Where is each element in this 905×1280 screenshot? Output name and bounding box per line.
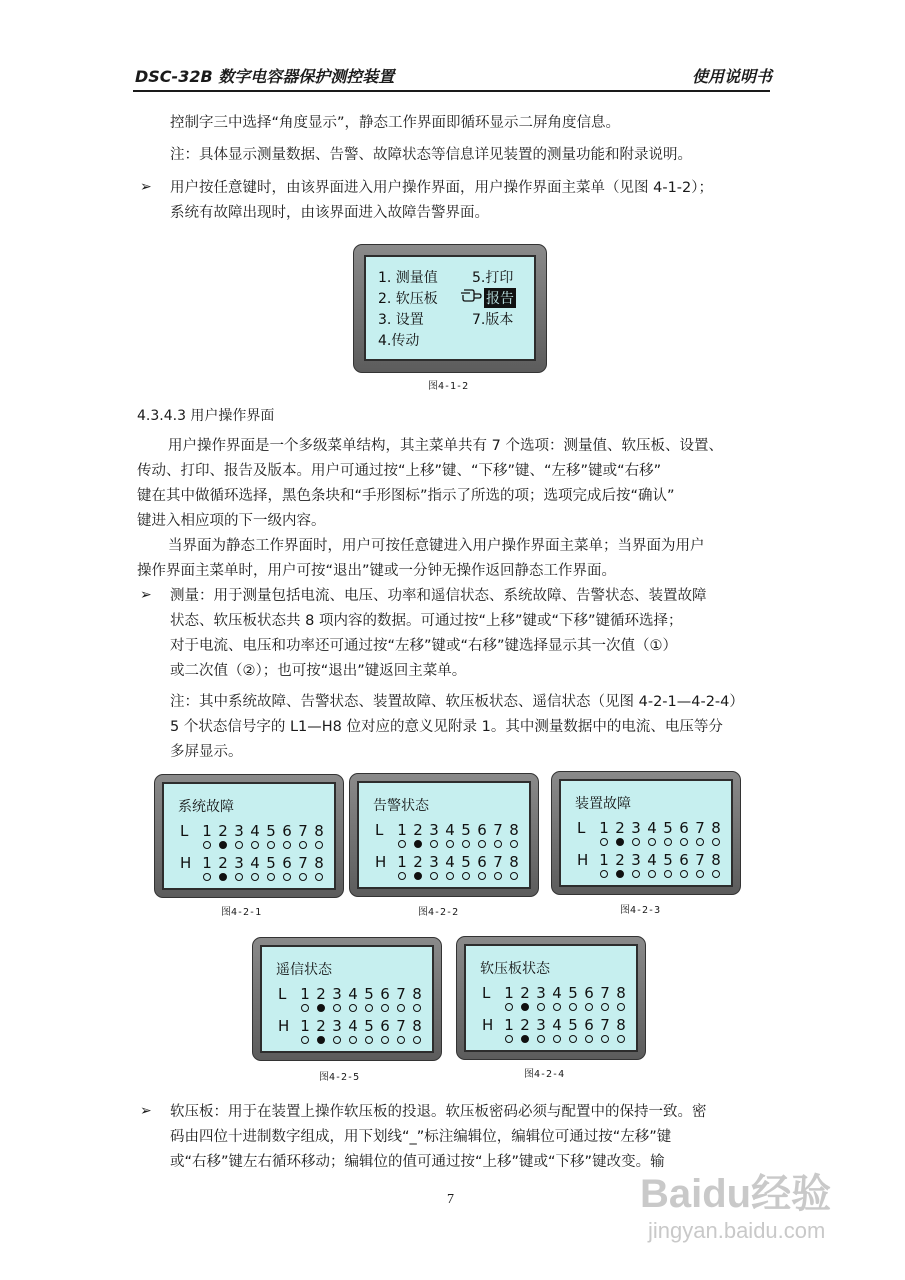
status-bit-number: 5 [266,854,276,872]
status-lcd-title: 告警状态 [373,798,429,814]
note2-line1: 注：其中系统故障、告警状态、装置故障、软压板状态、遥信状态（见图 4-2-1—4-2-4） [170,694,744,710]
status-bit-number: 4 [445,821,455,839]
status-bit-dot-empty [251,841,259,849]
status-bit-dot-empty [585,1003,593,1011]
status-bit-number: 7 [493,821,503,839]
status-bit-dot-empty [462,872,470,880]
status-bit-number: 6 [679,819,689,837]
status-bit-dot-empty [632,870,640,878]
note2-line2: 5 个状态信号字的 L1—H8 位对应的意义见附录 1。其中测量数据中的电流、电压等分 [170,719,723,735]
status-bit-dot-empty [397,1036,405,1044]
status-bit-number: 2 [413,821,423,839]
status-bit-dot-empty [537,1035,545,1043]
status-bit-dot-empty [267,873,275,881]
status-bit-number: 8 [711,819,721,837]
status-lcd-screen [357,781,531,889]
status-bit-number: 2 [615,819,625,837]
status-bit-dot-empty [569,1035,577,1043]
paragraph-angle-display: 控制字三中选择“角度显示”，静态工作界面即循环显示二屏角度信息。 [170,115,621,131]
status-bit-dot-empty [349,1004,357,1012]
status-bit-dot-empty [505,1035,513,1043]
status-bit-number: 6 [679,851,689,869]
baidu-watermark-url: jingyan.baidu.com [648,1218,826,1243]
bullet1-line1: 用户按任意键时，由该界面进入用户操作界面，用户操作界面主菜单（见图 4-1-2）； [170,180,713,196]
figure-caption: 图4-2-4 [524,1069,565,1080]
status-bit-dot-empty [381,1036,389,1044]
status-bit-dot-empty [617,1035,625,1043]
status-bit-number: 4 [647,819,657,837]
status-bit-dot-empty [537,1003,545,1011]
baidu-watermark-logo: Baidu经验 [640,1172,832,1216]
status-bit-number: 1 [397,821,407,839]
status-bit-dot-empty [712,838,720,846]
menu-item-print[interactable]: 5.打印 [472,270,514,286]
status-bit-dot-empty [283,873,291,881]
status-lcd-system-fault [154,774,344,898]
status-lcd-screen [260,945,434,1053]
figure-caption: 图4-2-3 [620,905,661,916]
status-bit-number: 4 [348,1017,358,1035]
status-lcd-soft-plate [456,936,646,1060]
section-para-line2: 传动、打印、报告及版本。用户可通过按“上移”键、“下移”键、“左移”键或“右移” [137,463,662,479]
status-bit-dot-empty [235,841,243,849]
status-bit-dot-filled [521,1003,529,1011]
status-row-label: L [577,819,586,837]
status-bit-number: 7 [396,1017,406,1035]
status-bit-number: 8 [616,984,626,1002]
status-bit-dot-empty [430,840,438,848]
status-bit-number: 3 [234,822,244,840]
bullet2-line1: 测量：用于测量包括电流、电压、功率和遥信状态、系统故障、告警状态、装置故障 [170,588,707,604]
status-bit-number: 7 [600,984,610,1002]
bullet-arrow-icon: ➢ [140,179,152,195]
status-bit-number: 1 [397,853,407,871]
status-lcd-remote-signal [252,937,442,1061]
status-bit-number: 1 [599,819,609,837]
section-para-line6: 操作界面主菜单时，用户可按“退出”键或一分钟无操作返回静态工作界面。 [137,563,617,579]
status-bit-dot-empty [365,1004,373,1012]
status-bit-number: 3 [631,819,641,837]
menu-lcd-screen [364,255,536,361]
status-bit-dot-empty [462,840,470,848]
status-bit-dot-filled [317,1004,325,1012]
status-bit-dot-empty [413,1004,421,1012]
bullet3-line3: 或“右移”键左右循环移动；编辑位的值可通过按“上移”键或“下移”键改变。输 [170,1154,665,1170]
status-bit-number: 8 [412,985,422,1003]
status-bit-dot-empty [283,841,291,849]
status-bit-dot-empty [267,841,275,849]
status-bit-number: 2 [316,985,326,1003]
status-bit-number: 5 [663,819,673,837]
status-bit-dot-empty [648,870,656,878]
status-row-label: L [482,984,491,1002]
status-bit-number: 3 [429,853,439,871]
status-bit-number: 2 [520,984,530,1002]
bullet2-line4: 或二次值（②）；也可按“退出”键返回主菜单。 [170,663,467,679]
status-lcd-alarm-status [349,773,539,897]
status-bit-number: 8 [711,851,721,869]
status-bit-dot-empty [696,838,704,846]
status-bit-number: 6 [477,853,487,871]
status-bit-dot-empty [600,870,608,878]
status-row-label: L [180,822,189,840]
status-bit-dot-empty [446,840,454,848]
status-lcd-device-fault [551,771,741,895]
status-bit-number: 2 [413,853,423,871]
status-bit-dot-empty [505,1003,513,1011]
status-bit-number: 8 [616,1016,626,1034]
status-bit-dot-empty [446,872,454,880]
status-bit-number: 2 [218,822,228,840]
status-bit-number: 8 [314,854,324,872]
status-bit-number: 6 [282,822,292,840]
status-bit-number: 4 [552,1016,562,1034]
header-divider [133,90,770,92]
status-bit-number: 6 [380,985,390,1003]
bullet3-line2: 码由四位十进制数字组成，用下划线“_”标注编辑位，编辑位可通过按“左移”键 [170,1129,672,1145]
status-bit-dot-empty [494,840,502,848]
bullet3-line1: 软压板：用于在装置上操作软压板的投退。软压板密码必须与配置中的保持一致。密 [170,1104,707,1120]
status-bit-dot-empty [203,841,211,849]
menu-item-transmission[interactable]: 4.传动 [378,333,420,349]
header-title: DSC-32B 数字电容器保护测控装置 [135,67,395,86]
status-bit-dot-empty [510,840,518,848]
status-bit-number: 4 [552,984,562,1002]
status-bit-dot-empty [413,1036,421,1044]
status-lcd-screen [559,779,733,887]
status-bit-number: 7 [695,819,705,837]
status-bit-dot-empty [333,1036,341,1044]
section-para-line3: 键在其中做循环选择，黑色条块和“手形图标”指示了所选的项；选项完成后按“确认” [137,488,675,504]
status-bit-number: 1 [300,985,310,1003]
status-bit-number: 8 [412,1017,422,1035]
status-bit-dot-empty [569,1003,577,1011]
section-para-line1: 用户操作界面是一个多级菜单结构，其主菜单共有 7 个选项：测量值、软压板、设置、 [168,438,723,454]
status-lcd-title: 软压板状态 [480,961,550,977]
status-bit-number: 4 [647,851,657,869]
status-bit-number: 1 [504,984,514,1002]
status-lcd-screen [464,944,638,1052]
menu-item-settings[interactable]: 3. 设置 [378,312,424,328]
status-bit-number: 3 [234,854,244,872]
menu-item-measure[interactable]: 1. 测量值 [378,270,438,286]
figure-caption: 图4-2-1 [221,907,262,918]
status-bit-dot-filled [414,840,422,848]
status-bit-number: 8 [509,821,519,839]
status-bit-number: 6 [584,1016,594,1034]
status-bit-dot-empty [299,873,307,881]
status-bit-number: 7 [600,1016,610,1034]
status-bit-dot-empty [585,1035,593,1043]
status-bit-number: 6 [282,854,292,872]
status-bit-dot-empty [664,870,672,878]
status-bit-dot-filled [414,872,422,880]
bullet-arrow-icon: ➢ [140,1103,152,1119]
status-bit-dot-empty [299,841,307,849]
status-bit-dot-empty [712,870,720,878]
status-bit-number: 2 [316,1017,326,1035]
status-bit-number: 5 [266,822,276,840]
status-row-label: L [278,985,287,1003]
status-lcd-screen [162,782,336,890]
paragraph-note: 注：具体显示测量数据、告警、故障状态等信息详见装置的测量功能和附录说明。 [170,147,692,163]
status-bit-dot-filled [219,841,227,849]
status-bit-number: 4 [250,854,260,872]
status-bit-dot-empty [494,872,502,880]
menu-item-version[interactable]: 7.版本 [472,312,514,328]
status-lcd-title: 遥信状态 [276,962,332,978]
status-bit-number: 4 [348,985,358,1003]
status-bit-number: 1 [599,851,609,869]
status-bit-dot-empty [333,1004,341,1012]
status-bit-dot-filled [219,873,227,881]
status-bit-number: 7 [695,851,705,869]
status-bit-number: 5 [461,853,471,871]
status-bit-number: 7 [396,985,406,1003]
status-bit-dot-filled [616,870,624,878]
status-bit-number: 5 [568,1016,578,1034]
bullet-arrow-icon: ➢ [140,587,152,603]
status-bit-dot-empty [617,1003,625,1011]
status-bit-number: 7 [493,853,503,871]
status-row-label: H [180,854,192,872]
status-bit-dot-empty [349,1036,357,1044]
header-doc-type: 使用说明书 [691,67,772,86]
figure-caption-4-1-2: 图4-1-2 [428,381,469,392]
figure-caption: 图4-2-2 [418,907,459,918]
status-bit-dot-empty [601,1035,609,1043]
status-bit-dot-empty [601,1003,609,1011]
status-bit-number: 8 [509,853,519,871]
bullet2-line3: 对于电流、电压和功率还可通过按“左移”键或“右移”键选择显示其一次值（①） [170,638,678,654]
status-bit-number: 5 [663,851,673,869]
section-para-line4: 键进入相应项的下一级内容。 [137,513,326,529]
status-bit-dot-empty [680,870,688,878]
status-bit-dot-empty [251,873,259,881]
menu-item-soft-plate[interactable]: 2. 软压板 [378,291,438,307]
status-bit-number: 2 [218,854,228,872]
status-bit-dot-empty [664,838,672,846]
status-bit-dot-empty [301,1036,309,1044]
status-bit-number: 7 [298,822,308,840]
status-bit-dot-empty [648,838,656,846]
bullet2-line2: 状态、软压板状态共 8 项内容的数据。可通过按“上移”键或“下移”键循环选择； [170,613,683,629]
status-bit-dot-empty [203,873,211,881]
menu-lcd-panel [353,244,547,373]
status-bit-dot-empty [478,840,486,848]
status-bit-number: 1 [202,822,212,840]
status-bit-number: 5 [461,821,471,839]
status-row-label: H [278,1017,290,1035]
status-row-label: L [375,821,384,839]
figure-caption: 图4-2-5 [319,1072,360,1083]
status-bit-number: 7 [298,854,308,872]
status-bit-number: 3 [536,984,546,1002]
status-bit-number: 5 [364,1017,374,1035]
status-bit-dot-empty [430,872,438,880]
status-bit-dot-empty [680,838,688,846]
status-bit-number: 6 [477,821,487,839]
section-para-line5: 当界面为静态工作界面时，用户可按任意键进入用户操作界面主菜单；当界面为用户 [168,538,705,554]
status-bit-number: 3 [332,1017,342,1035]
menu-item-report-selected[interactable]: 报告 [484,288,516,308]
status-bit-dot-empty [398,872,406,880]
status-bit-number: 2 [615,851,625,869]
status-row-label: H [482,1016,494,1034]
status-bit-number: 1 [504,1016,514,1034]
status-bit-number: 1 [300,1017,310,1035]
page-number: 7 [447,1192,454,1207]
status-bit-dot-empty [381,1004,389,1012]
status-bit-dot-empty [553,1003,561,1011]
status-bit-dot-empty [510,872,518,880]
status-bit-number: 1 [202,854,212,872]
status-row-label: H [375,853,387,871]
status-bit-dot-empty [365,1036,373,1044]
status-bit-number: 3 [631,851,641,869]
note2-line3: 多屏显示。 [170,744,243,760]
status-bit-number: 3 [536,1016,546,1034]
status-bit-dot-empty [553,1035,561,1043]
status-bit-number: 2 [520,1016,530,1034]
status-lcd-title: 系统故障 [178,799,234,815]
section-heading: 4.3.4.3 用户操作界面 [137,408,275,424]
status-bit-number: 8 [314,822,324,840]
status-bit-dot-filled [616,838,624,846]
status-bit-dot-empty [696,870,704,878]
status-bit-number: 6 [380,1017,390,1035]
bullet1-line2: 系统有故障出现时，由该界面进入故障告警界面。 [170,205,489,221]
status-bit-dot-empty [632,838,640,846]
status-bit-number: 5 [364,985,374,1003]
status-bit-dot-filled [317,1036,325,1044]
status-bit-dot-empty [398,840,406,848]
status-bit-number: 3 [332,985,342,1003]
status-bit-dot-empty [315,841,323,849]
status-bit-dot-empty [397,1004,405,1012]
status-lcd-title: 装置故障 [575,796,631,812]
status-bit-number: 4 [445,853,455,871]
status-bit-dot-filled [521,1035,529,1043]
status-row-label: H [577,851,589,869]
status-bit-dot-empty [600,838,608,846]
status-bit-dot-empty [315,873,323,881]
status-bit-number: 4 [250,822,260,840]
status-bit-number: 6 [584,984,594,1002]
status-bit-dot-empty [235,873,243,881]
status-bit-dot-empty [301,1004,309,1012]
status-bit-dot-empty [478,872,486,880]
status-bit-number: 3 [429,821,439,839]
hand-pointer-icon [460,287,482,307]
status-bit-number: 5 [568,984,578,1002]
